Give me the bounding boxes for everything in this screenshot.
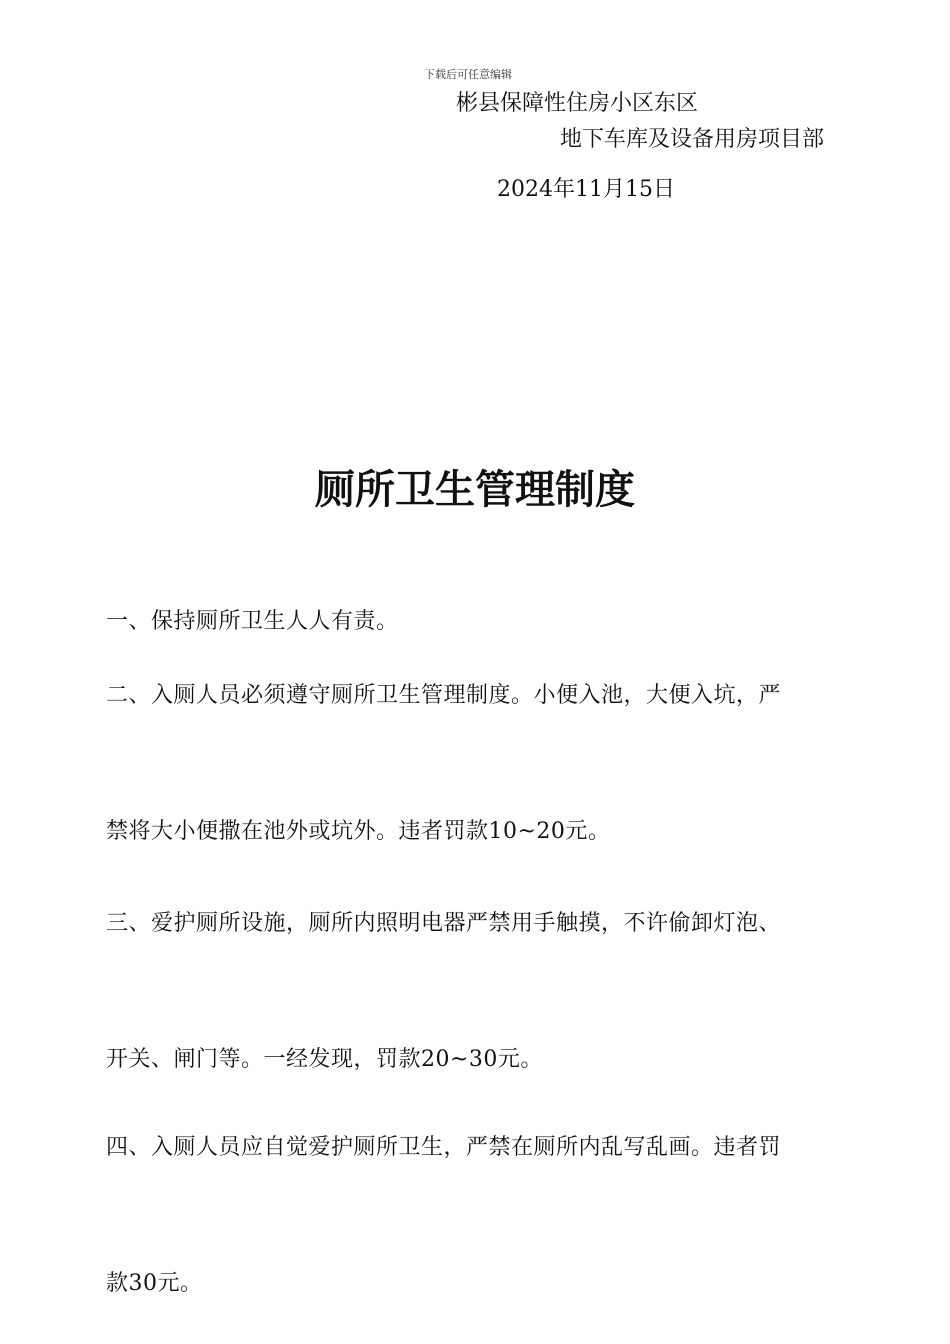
rule-line-2: 二、入厕人员必须遵守厕所卫生管理制度。小便入池，大便入坑，严 — [106, 683, 782, 708]
watermark-text: 下载后可任意编辑 — [424, 68, 512, 81]
document-date: 2024年11月15日 — [497, 177, 675, 202]
rule-line-3: 禁将大小便撒在池外或坑外。违者罚款10~20元。 — [106, 819, 611, 844]
rule-line-5: 开关、闸门等。一经发现，罚款20~30元。 — [106, 1047, 543, 1072]
rule-line-4: 三、爱护厕所设施，厕所内照明电器严禁用手触摸，不许偷卸灯泡、 — [106, 911, 782, 936]
rule-line-6: 四、入厕人员应自觉爱护厕所卫生，严禁在厕所内乱写乱画。违者罚 — [106, 1135, 782, 1160]
organization-name-line2: 地下车库及设备用房项目部 — [560, 127, 825, 152]
rule-line-7: 款30元。 — [106, 1271, 203, 1296]
rule-line-1: 一、保持厕所卫生人人有责。 — [106, 609, 399, 634]
organization-name-line1: 彬县保障性住房小区东区 — [456, 91, 699, 116]
document-title: 厕所卫生管理制度 — [315, 467, 635, 513]
